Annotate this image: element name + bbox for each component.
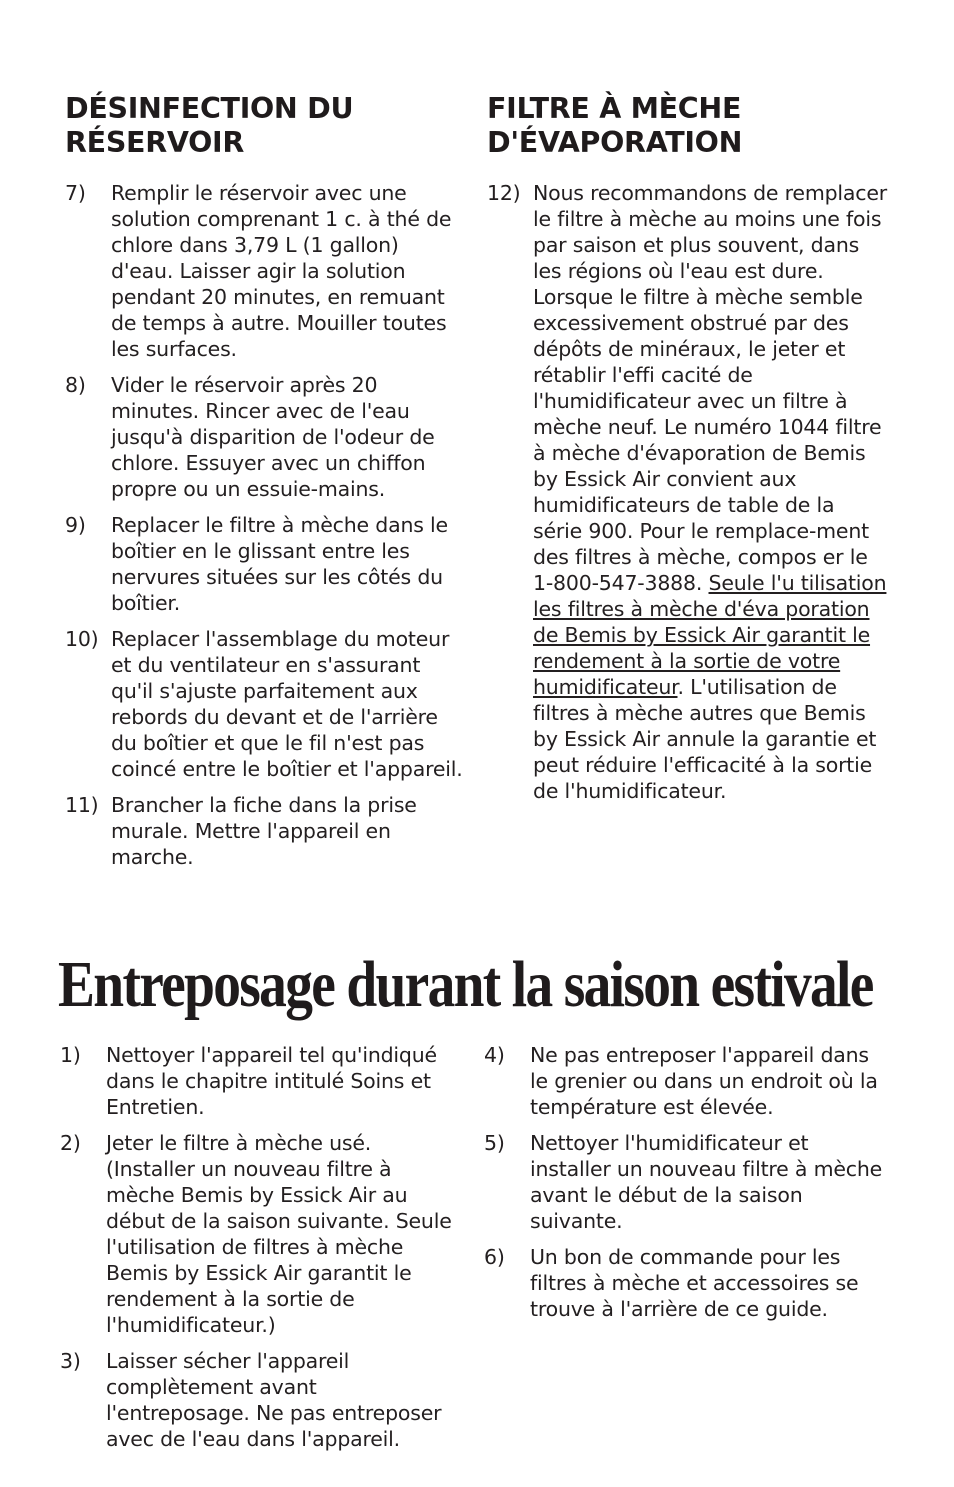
wick-filter-section [487,92,887,814]
section-title-reservoir: DÉSINFECTION DU RÉSERVOIR [65,92,354,159]
list-item [65,792,465,870]
item-text: Laisser sécher l'appareil complètement avant l'entreposage. Ne pas entreposer avec de l'eau dans l'appareil. [106,1349,442,1451]
item-text: Brancher la fiche dans la prise murale. Mettre l'appareil en marche. [111,793,417,869]
item-text: Un bon de commande pour les filtres à mèche et accessoires se trouve à l'arrière de ce guide. [530,1245,859,1321]
item-text: Remplir le réservoir avec une solution comprenant 1 c. à thé de chlore dans 3,79 L (1 gallon) d'eau. Laisser agir la solution pendant 20 minutes, en remuant de temps à autre. Mouiller toutes les surfaces. [111,181,452,361]
item-text [533,180,887,804]
filter-text-intro: Nous recommandons de remplacer le filtre à mèche au moins une fois par saison et plus souvent, dans les régions où l'eau est dure. Lorsque le filtre à mèche semble excessivement obstrué par des dépôts de minéraux, le jeter et rétablir l'effi cacité de l'humidificateur avec un filtre à mèche neuf. Le numéro 1044 filtre à mèche d'évaporation de Bemis by Essick Air convient aux humidificateurs de table de la série 900. Pour le remplace-ment des filtres à mèche, compos er le 1-800-547-3888. [533,181,887,595]
filter-text-underlined: Seule l'u tilisation les filtres à mèche d'éva poration de Bemis by Essick Air garantit le rendement à la sortie de votre humidificateur [533,571,887,699]
list-item [60,1348,465,1452]
list-item [65,180,465,362]
item-number: 8) [65,373,86,397]
page-title: Entreposage durant la saison estivale [58,948,873,1021]
item-number: 9) [65,513,86,537]
reservoir-disinfection-section [65,92,465,880]
item-number: 10) [65,627,99,651]
item-number: 3) [60,1349,81,1373]
list-item [65,626,465,782]
item-number: 5) [484,1131,505,1155]
item-text: Jeter le filtre à mèche usé. (Installer un nouveau filtre à mèche Bemis by Essick Air au début de la saison suivante. Seule l'utilisation de filtres à mèche Bemis by Essick Air garantit le rendement à la sortie de l'humidificateur.) [106,1131,452,1337]
summer-storage-left [60,1042,465,1462]
item-number: 4) [484,1043,505,1067]
item-text: Nettoyer l'humidificateur et installer un nouveau filtre à mèche avant le début de la saison suivante. [530,1131,883,1233]
list-item [484,1130,889,1234]
item-number: 6) [484,1245,505,1269]
list-item [60,1130,465,1338]
item-number: 11) [65,793,99,817]
item-text: Replacer le filtre à mèche dans le boîtier en le glissant entre les nervures situées sur les côtés du boîtier. [111,513,448,615]
item-text: Replacer l'assemblage du moteur et du ventilateur en s'assurant qu'il s'ajuste parfaitement aux rebords du devant et de l'arrière du boîtier et que le fil n'est pas coincé entre le boîtier et l'appareil. [111,627,463,781]
list-item [60,1042,465,1120]
summer-storage-right [484,1042,889,1332]
filter-text-outro: . L'utilisation de filtres à mèche autres que Bemis by Essick Air annule la garantie et peut réduire l'efficacité à la sortie de l'humidificateur. [533,675,877,803]
section-title-filter: FILTRE À MÈCHE D'ÉVAPORATION [487,92,743,159]
item-text: Nettoyer l'appareil tel qu'indiqué dans le chapitre intitulé Soins et Entretien. [106,1043,437,1119]
list-item [65,372,465,502]
list-item [484,1244,889,1322]
list-item [65,512,465,616]
item-number: 12) [487,181,521,205]
list-item [484,1042,889,1120]
list-item [487,180,887,804]
item-text: Ne pas entreposer l'appareil dans le grenier ou dans un endroit où la température est élevée. [530,1043,878,1119]
item-text: Vider le réservoir après 20 minutes. Rincer avec de l'eau jusqu'à disparition de l'odeur de chlore. Essuyer avec un chiffon propre ou un essuie-mains. [111,373,435,501]
item-number: 1) [60,1043,81,1067]
item-number: 7) [65,181,86,205]
item-number: 2) [60,1131,81,1155]
